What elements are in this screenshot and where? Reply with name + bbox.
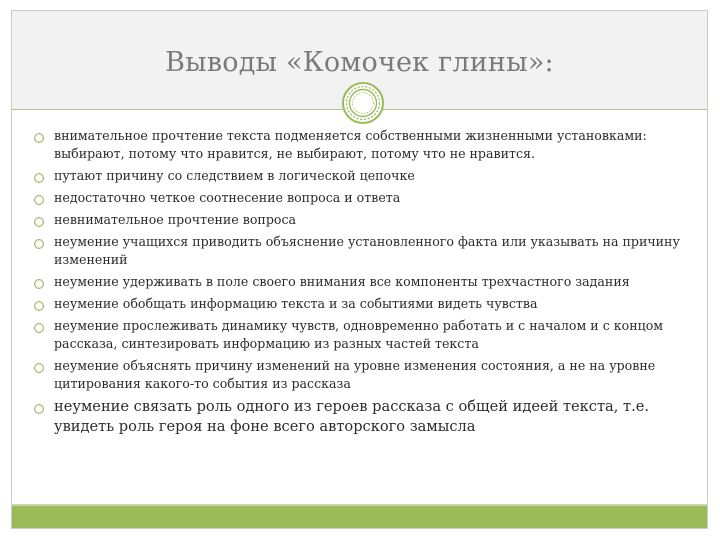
- bullet-item: [32, 189, 697, 207]
- footer-bar: [12, 504, 707, 528]
- bullet-text: неумение прослеживать динамику чувств, одновременно работать и с началом и с концом рассказа, синтезировать информацию из разных частей текста: [54, 318, 664, 351]
- bullet-item: [32, 295, 697, 313]
- bullet-item: [32, 211, 697, 229]
- bullet-text: неумение учащихся приводить объяснение установленного факта или указывать на причину изменений: [54, 234, 680, 267]
- slide: [11, 10, 708, 529]
- bullet-icon: [34, 173, 44, 183]
- bullet-item: [32, 397, 697, 437]
- bullet-item: [32, 273, 697, 291]
- bullet-text: неумение обобщать информацию текста и за событиями видеть чувства: [54, 296, 538, 311]
- bullet-icon: [34, 133, 44, 143]
- slide-title: Выводы «Комочек глины»:: [165, 47, 554, 78]
- bullet-list: [32, 127, 697, 441]
- bullet-text: путают причину со следствием в логической цепочке: [54, 168, 415, 183]
- bullet-text: неумение удерживать в поле своего внимания все компоненты трехчастного задания: [54, 274, 630, 289]
- bullet-icon: [34, 363, 44, 373]
- bullet-text: неумение связать роль одного из героев рассказа с общей идеей текста, т.е. увидеть роль героя на фоне всего авторского замысла: [54, 398, 650, 435]
- bullet-icon: [34, 279, 44, 289]
- bullet-text: внимательное прочтение текста подменяется собственными жизненными установками: выбирают, потому что нравится, не выбирают, потому что не нравится.: [54, 128, 647, 161]
- bullet-item: [32, 317, 697, 353]
- bullet-icon: [34, 301, 44, 311]
- bullet-icon: [34, 239, 44, 249]
- bullet-item: [32, 127, 697, 163]
- bullet-icon: [34, 323, 44, 333]
- bullet-icon: [34, 217, 44, 227]
- bullet-item: [32, 357, 697, 393]
- bullet-icon: [34, 195, 44, 205]
- circle-ornament-icon: [341, 81, 385, 125]
- bullet-text: недостаточно четкое соотнесение вопроса и ответа: [54, 190, 401, 205]
- bullet-item: [32, 167, 697, 185]
- bullet-text: неумение объяснять причину изменений на уровне изменения состояния, а не на уровне цитирования какого-то события из рассказа: [54, 358, 656, 391]
- bullet-text: невнимательное прочтение вопроса: [54, 212, 297, 227]
- bullet-icon: [34, 404, 44, 414]
- bullet-item: [32, 233, 697, 269]
